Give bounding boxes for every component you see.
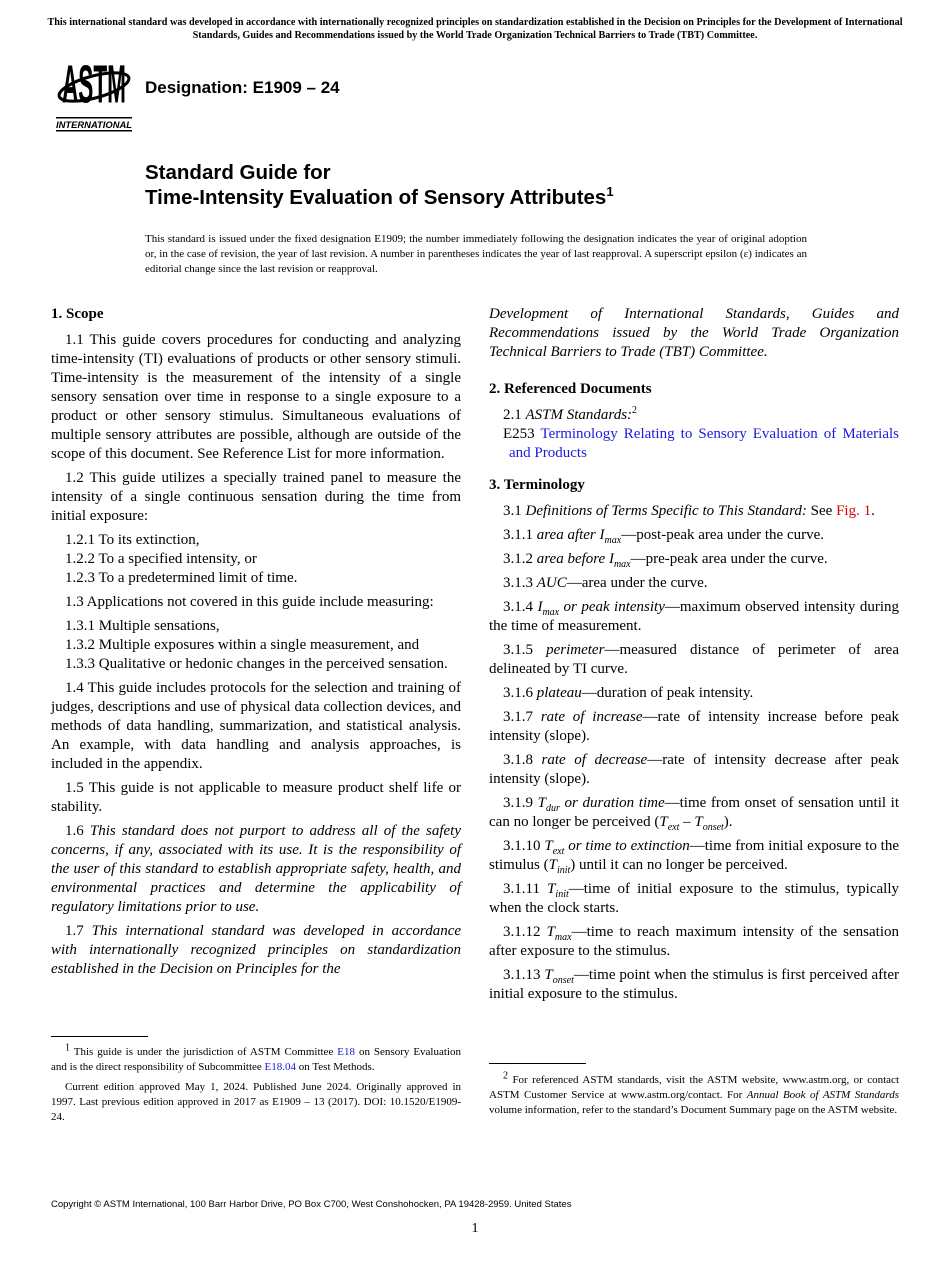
paragraph: [51, 636, 461, 655]
reference-link[interactable]: Terminology Relating to Sensory Evaluation of Materials and Products: [509, 426, 899, 461]
text-run: This standard does not purport to address all of the safety concerns, if any, associated with its use. It is the responsibility of the user of this standard to establish appropriate safety, health, and environmental practices and determine the applicability of regulatory limitations prior to use.: [51, 823, 462, 915]
text-run: 1.2 This guide utilizes a specially trained panel to measure the intensity of a single continuous sensation during the time from initial exposure:: [51, 470, 461, 524]
text-run: I: [537, 599, 543, 615]
abstract: This standard is issued under the fixed designation E1909; the number immediately following the designation indicates the year of original adoption or, in the case of revision, the year of last revision. A number in parentheses indicates the year of last reapproval. A superscript epsilon (ε) indicates an editorial change since the last revision or reapproval.: [145, 233, 807, 275]
spacer: [489, 463, 899, 476]
title-line-2: Time-Intensity Evaluation of Sensory Attributes: [145, 186, 607, 209]
text-run: 3.1.5: [503, 642, 547, 658]
text-run: .: [871, 503, 875, 519]
title-footnote-mark: 1: [606, 184, 614, 200]
text-run: max: [604, 535, 622, 546]
text-run: 3.1.4: [503, 599, 538, 615]
section-heading: [51, 305, 461, 324]
paragraph: [489, 406, 899, 425]
text-run: 3.1.8: [503, 752, 542, 768]
text-run: or duration time: [559, 795, 665, 811]
text-run: 3.1.10: [503, 838, 545, 854]
text-run: Development of International Standards, Guides and Recommendations issued by the World Trade Organization Technical Barriers to Trade (TBT) Committee.: [489, 306, 899, 360]
text-run: —time from onset of sensation until it can no longer be perceived (: [489, 795, 900, 830]
paragraph: [489, 598, 899, 636]
paragraph: [489, 550, 899, 569]
paragraph: [51, 331, 461, 464]
text-run: 1.2.2 To a specified intensity, or: [65, 551, 257, 567]
text-run: dur: [545, 803, 560, 814]
text-run: 2: [632, 405, 638, 416]
text-run: 3. Terminology: [489, 477, 585, 493]
text-run: See: [806, 503, 837, 519]
paragraph: [489, 837, 899, 875]
text-run: E253: [503, 426, 541, 442]
spacer: [489, 367, 899, 380]
text-run: on Sensory Evaluation and is the direct responsibility of Subcommittee: [51, 1046, 461, 1073]
paragraph: [51, 617, 461, 636]
text-run: ).: [723, 814, 733, 830]
reference-link[interactable]: E18: [337, 1046, 356, 1058]
text-run: 2.1: [503, 407, 526, 423]
top-notice: This international standard was developed in accordance with internationally recognized principles on standardization established in the Decision on Principles for the Development of International Standards, Guides and Recommendations issued by the World Trade Organization Technical Barriers to Trade (TBT) Committee.: [47, 17, 903, 41]
designation: Designation: E1909 – 24: [145, 78, 340, 97]
document-title: [145, 160, 614, 210]
text-run: —post-peak area under the curve.: [621, 527, 825, 543]
text-run: 1.3.2 Multiple exposures within a single measurement, and: [65, 637, 420, 653]
text-run: ext: [667, 822, 680, 833]
paragraph: [489, 966, 899, 1004]
text-run: T: [548, 857, 557, 873]
right-column: [489, 305, 899, 1009]
text-run: area after I: [536, 527, 605, 543]
paragraph: [489, 425, 899, 463]
text-run: —measured distance of perimeter of area delineated by TI curve.: [489, 642, 900, 677]
section-heading: [489, 380, 899, 399]
title-line-1: Standard Guide for: [145, 161, 331, 184]
paragraph: [489, 708, 899, 746]
text-run: —time to reach maximum intensity of the sensation after exposure to the stimulus.: [489, 924, 900, 959]
paragraph: [489, 641, 899, 679]
paragraph: [51, 779, 461, 817]
text-run: 1.2.1 To its extinction,: [65, 532, 200, 548]
text-run: or time to extinction: [564, 838, 690, 854]
text-run: 3.1.11: [503, 881, 548, 897]
text-run: –: [679, 814, 695, 830]
text-run: 3.1.7: [503, 709, 541, 725]
text-run: —time from initial exposure to the stimulus (: [489, 838, 899, 873]
paragraph: [489, 526, 899, 545]
text-run: 3.1.2: [503, 551, 537, 567]
text-run: 1: [65, 1042, 70, 1054]
footnote: [51, 1042, 461, 1075]
paragraph: [51, 593, 461, 612]
footnote-rule: [51, 1036, 148, 1037]
text-run: T: [659, 814, 668, 830]
section-heading: [489, 476, 899, 495]
text-run: max: [613, 559, 631, 570]
text-run: 1.1 This guide covers procedures for conducting and analyzing time-intensity (TI) evaluations of products or other sensory stimuli. Time-intensity is the measurement of the intensity of a single sensory sensation over time in response to a single exposure to a product or other sensory stimulus. Simultaneous evaluations of multiple sensory attributes are possible, although are outside of the scope of this document. See Reference List for more information.: [51, 332, 461, 462]
paragraph: [51, 679, 461, 774]
text-run: 3.1.13: [503, 967, 545, 983]
text-run: 1. Scope: [51, 306, 104, 322]
text-run: 1.4 This guide includes protocols for the selection and training of judges, descriptions and use of physical data collection devices, and methods of data handling, summarization, and statistical analysis. An example, with data handling and analysis approaches, is included in the appendix.: [51, 680, 461, 772]
text-run: onset: [552, 975, 574, 986]
text-run: This guide is under the jurisdiction of ASTM Committee: [70, 1046, 338, 1058]
text-run: 1.3 Applications not covered in this guide include measuring:: [65, 594, 434, 610]
text-run: T: [547, 881, 556, 897]
text-run: —rate of intensity increase before peak intensity (slope).: [489, 709, 900, 744]
text-run: T: [537, 795, 546, 811]
text-run: —time of initial exposure to the stimulus, typically when the clock starts.: [489, 881, 899, 916]
paragraph: [489, 751, 899, 789]
svg-text:INTERNATIONAL: INTERNATIONAL: [56, 120, 132, 130]
copyright: Copyright © ASTM International, 100 Barr Harbor Drive, PO Box C700, West Conshohocken, PA 19428-2959. United States: [51, 1199, 572, 1210]
footnote-rule: [489, 1063, 586, 1064]
paragraph: [51, 655, 461, 674]
text-run: ext: [552, 846, 565, 857]
paragraph: [489, 923, 899, 961]
text-run: —duration of peak intensity.: [581, 685, 754, 701]
paragraph: [51, 822, 461, 917]
text-run: rate of decrease: [541, 752, 648, 768]
text-run: Annual Book of ASTM Standards: [746, 1089, 899, 1101]
text-run: 1.5 This guide is not applicable to measure product shelf life or stability.: [51, 780, 461, 815]
text-run: 3.1.9: [503, 795, 538, 811]
paragraph: [489, 502, 899, 521]
left-column: [51, 305, 461, 984]
text-run: —pre-peak area under the curve.: [630, 551, 828, 567]
text-run: 1.7: [65, 923, 92, 939]
paragraph: [51, 469, 461, 526]
paragraph: [51, 922, 461, 979]
text-run: plateau: [536, 685, 582, 701]
text-run: 3.1.1: [503, 527, 537, 543]
text-run: init: [556, 865, 571, 876]
text-run: —rate of intensity decrease after peak intensity (slope).: [489, 752, 899, 787]
text-run: or peak intensity: [559, 599, 665, 615]
text-run: 1.3.3 Qualitative or hedonic changes in the perceived sensation.: [65, 656, 448, 672]
text-run: This international standard was developed in accordance with internationally recognized principles on standardization established in the Decision on Principles for the: [51, 923, 462, 977]
paragraph: [489, 684, 899, 703]
text-run: T: [544, 838, 553, 854]
text-run: 1.6: [65, 823, 90, 839]
text-run: 3.1.3: [503, 575, 537, 591]
paragraph: [51, 569, 461, 588]
text-run: 3.1.6: [503, 685, 537, 701]
text-run: Current edition approved May 1, 2024. Published June 2024. Originally approved in 1997. Last previous edition approved in 2017 as E1909 – 13 (2017). DOI: 10.1520/E1909-24.: [51, 1081, 461, 1123]
text-run: ) until it can no longer be perceived.: [570, 857, 788, 873]
text-run: onset: [702, 822, 724, 833]
footnote: [51, 1080, 461, 1125]
page-number: 1: [471, 1221, 479, 1236]
paragraph: [489, 574, 899, 593]
text-run: —maximum observed intensity during the time of measurement.: [489, 599, 899, 634]
paragraph: [489, 305, 899, 362]
text-run: 1.2.3 To a predetermined limit of time.: [65, 570, 298, 586]
text-run: Definitions of Terms Specific to This Standard:: [525, 503, 807, 519]
text-run: —time point when the stimulus is first perceived after initial exposure to the stimulus.: [489, 967, 900, 1002]
reference-link[interactable]: E18.04: [264, 1061, 297, 1073]
text-run: T: [546, 924, 555, 940]
paragraph: [51, 531, 461, 550]
text-run: —area under the curve.: [566, 575, 708, 591]
text-run: 3.1.12: [503, 924, 547, 940]
text-run: T: [694, 814, 703, 830]
text-run: on Test Methods.: [296, 1061, 375, 1073]
text-run: area before I: [536, 551, 614, 567]
text-run: volume information, refer to the standard’s Document Summary page on the ASTM website.: [489, 1104, 898, 1116]
text-run: max: [554, 932, 572, 943]
svg-text:ASTM: ASTM: [62, 54, 126, 116]
figure-link[interactable]: Fig. 1: [836, 503, 872, 519]
astm-logo: [54, 54, 134, 132]
text-run: rate of increase: [540, 709, 643, 725]
paragraph: [489, 880, 899, 918]
text-run: init: [555, 889, 569, 900]
text-run: 2: [503, 1070, 508, 1082]
footnote: [489, 1070, 899, 1118]
text-run: T: [544, 967, 553, 983]
footnotes-right: [489, 1070, 899, 1123]
text-run: perimeter: [546, 642, 605, 658]
text-run: max: [542, 607, 560, 618]
text-run: AUC: [536, 575, 567, 591]
text-run: 2. Referenced Documents: [489, 381, 652, 397]
paragraph: [489, 794, 899, 832]
footnotes-left: [51, 1042, 461, 1130]
text-run: 3.1: [503, 503, 526, 519]
paragraph: [51, 550, 461, 569]
text-run: ASTM Standards:: [525, 407, 633, 423]
text-run: For referenced ASTM standards, visit the ASTM website, www.astm.org, or contact ASTM Customer Service at www.astm.org/contact. For: [489, 1074, 899, 1101]
text-run: 1.3.1 Multiple sensations,: [65, 618, 220, 634]
